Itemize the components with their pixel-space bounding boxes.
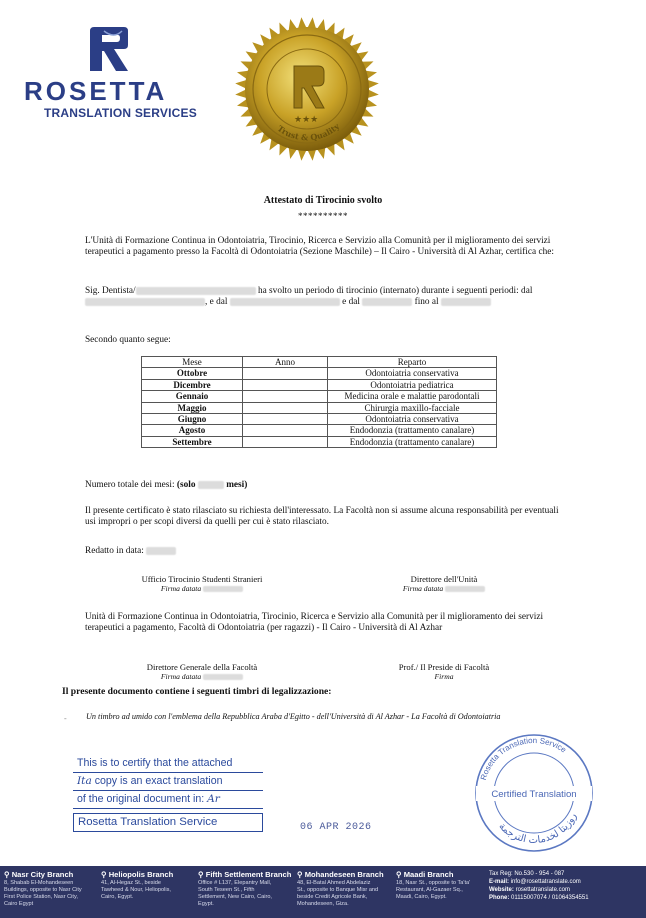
cell-month: Ottobre bbox=[142, 368, 243, 379]
table-row bbox=[142, 414, 497, 425]
branch-heliopolis bbox=[101, 870, 183, 901]
redacted-date bbox=[230, 298, 340, 306]
bullet-icon: - bbox=[64, 714, 67, 723]
redacted-date bbox=[85, 298, 205, 306]
signature-unit-director bbox=[344, 574, 544, 593]
total-months-prefix: (solo bbox=[176, 480, 196, 490]
cell-year bbox=[243, 391, 328, 402]
email-line: E-mail: info@rosettatranslate.com bbox=[489, 879, 581, 885]
branch-address: 8, Shabab El-Mohandeseen Buildings, opposite to Nasr City First Police Station, Nasr City, Cairo Egypt bbox=[4, 880, 82, 907]
document-title: Attestato di Tirocinio svolto bbox=[263, 195, 383, 206]
cell-department: Endodonzia (trattamento canalare) bbox=[328, 425, 497, 436]
signature-subtitle: Firma datata bbox=[102, 584, 302, 593]
branch-name: ⚲ Heliopolis Branch bbox=[101, 870, 174, 879]
table-row bbox=[142, 402, 497, 413]
schedule-table bbox=[141, 356, 497, 448]
drafted-label: Redatto in data: bbox=[85, 546, 144, 556]
trainee-and2: e dal bbox=[342, 297, 360, 308]
signature-title: Direttore Generale della Facoltà bbox=[146, 662, 258, 672]
redacted-date bbox=[146, 547, 176, 555]
signature-dean bbox=[344, 662, 544, 681]
trainee-prefix: Sig. Dentista/ bbox=[85, 286, 136, 296]
round-stamp-middle: Certified Translation bbox=[491, 789, 577, 800]
redacted-date bbox=[441, 298, 491, 306]
brand-name: ROSETTA bbox=[24, 76, 168, 106]
total-months bbox=[85, 480, 565, 491]
signature-title: Prof./ Il Preside di Facoltà bbox=[398, 662, 490, 672]
branch-address: 41, Al-Hegaz St., beside Tawheed & Nour, Heliopolis, Cairo, Egypt. bbox=[101, 880, 171, 900]
redacted-name bbox=[136, 287, 256, 295]
certification-stamp bbox=[73, 755, 263, 832]
location-pin-icon: ⚲ bbox=[297, 870, 303, 879]
table-row bbox=[142, 368, 497, 379]
branch-mohandeseen bbox=[297, 870, 384, 908]
phone-line: Phone: 01115007074 / 01064354551 bbox=[489, 895, 589, 901]
round-stamp-top: Rosetta Translation Service bbox=[478, 735, 568, 782]
seal-text: Trust & Quality bbox=[275, 121, 342, 143]
cell-month: Maggio bbox=[142, 402, 243, 413]
location-pin-icon: ⚲ bbox=[4, 870, 10, 879]
intro-paragraph: L'Unità di Formazione Continua in Odontoiatria, Tirocinio, Ricerca e Servizio alla Comunità per il miglioramento dei servizi terapeutici a pagamento presso la Facoltà di Odontoiatria (Sezione Maschile) – Il Cairo - Università di Al Azhar, certifica che: bbox=[85, 236, 554, 258]
cell-year bbox=[243, 436, 328, 447]
footer bbox=[0, 866, 646, 918]
cell-month: Agosto bbox=[142, 425, 243, 436]
cell-year bbox=[243, 402, 328, 413]
rosetta-logo-mark-icon bbox=[84, 25, 130, 75]
trainee-paragraph bbox=[85, 286, 565, 309]
cell-year bbox=[243, 414, 328, 425]
table-row bbox=[142, 391, 497, 402]
contact-info bbox=[489, 870, 643, 902]
cell-month: Settembre bbox=[142, 436, 243, 447]
total-months-label: Numero totale dei mesi: bbox=[85, 480, 175, 490]
tax-reg: Tax Reg: No.530 - 954 - 087 bbox=[489, 871, 565, 877]
branch-fifth-settlement bbox=[198, 870, 292, 908]
branch-address: 18, Nasr St., opposite to Ta'ta' Restaurant, Al-Gazaer Sq., Maadi, Cairo, Egypt. bbox=[396, 880, 471, 900]
cell-year bbox=[243, 379, 328, 390]
title-separator: ********** bbox=[298, 211, 348, 221]
table-header-row bbox=[142, 357, 497, 368]
branch-name: ⚲ Mohandeseen Branch bbox=[297, 870, 384, 879]
signature-foreign-office bbox=[102, 574, 302, 593]
redacted-number bbox=[198, 481, 224, 489]
website-line: Website: rosettatranslate.com bbox=[489, 887, 570, 893]
location-pin-icon: ⚲ bbox=[396, 870, 402, 879]
signature-subtitle: Firma bbox=[434, 672, 454, 681]
signature-subtitle: Firma datata bbox=[344, 584, 544, 593]
trainee-and1: , e dal bbox=[205, 297, 228, 308]
branch-name: ⚲ Fifth Settlement Branch bbox=[198, 870, 292, 879]
cell-month: Dicembre bbox=[142, 379, 243, 390]
cell-department: Odontoiatria pediatrica bbox=[328, 379, 497, 390]
branch-maadi bbox=[396, 870, 478, 901]
gold-seal-icon bbox=[232, 14, 382, 164]
signature-subtitle: Firma datata bbox=[102, 672, 302, 681]
branch-name: ⚲ Nasr City Branch bbox=[4, 870, 74, 879]
trainee-mid: ha svolto un periodo di tirocinio (internato) durante i seguenti periodi: dal bbox=[257, 286, 533, 296]
cell-department: Odontoiatria conservativa bbox=[328, 414, 497, 425]
follows-label: Secondo quanto segue: bbox=[85, 335, 171, 345]
legalization-title: Il presente documento contiene i seguenti timbri di legalizzazione: bbox=[62, 686, 332, 697]
cell-month: Giugno bbox=[142, 414, 243, 425]
header-department: Reparto bbox=[328, 357, 497, 368]
cell-department: Medicina orale e malattie parodontali bbox=[328, 391, 497, 402]
location-pin-icon: ⚲ bbox=[101, 870, 107, 879]
header-year: Anno bbox=[243, 357, 328, 368]
round-stamp-bottom: روزيتا لخدمات الترجمة bbox=[496, 811, 580, 847]
stamp-date: 06 APR 2026 bbox=[300, 822, 372, 833]
drafted-line bbox=[85, 546, 565, 557]
table-row bbox=[142, 379, 497, 390]
branch-address: 48, El-Batal Ahmed Abdelaziz St., opposite to Banque Misr and beside Credit Agricole Bank, Mohandeseen, Giza. bbox=[297, 880, 379, 907]
branch-address: Office # L137, Elepantry Mall, South Teseen St., Fifth Settlement, New Cairo, Cairo, Egypt. bbox=[198, 880, 272, 907]
branch-nasr-city bbox=[4, 870, 86, 908]
location-pin-icon: ⚲ bbox=[198, 870, 204, 879]
cell-department: Endodonzia (trattamento canalare) bbox=[328, 436, 497, 447]
cell-year bbox=[243, 425, 328, 436]
cell-department: Chirurgia maxillo-facciale bbox=[328, 402, 497, 413]
certified-translation-round-stamp-icon bbox=[472, 731, 596, 855]
cell-month: Gennaio bbox=[142, 391, 243, 402]
purpose-paragraph: Il presente certificato è stato rilasciato su richiesta dell'interessato. La Facoltà non si assume alcuna responsabilità per eventuali usi impropri o per scopi diversi da quelli per cui è stato rilasciato. bbox=[85, 506, 559, 528]
brand-subtitle: TRANSLATION SERVICES bbox=[44, 106, 197, 120]
signature-title: Ufficio Tirocinio Studenti Stranieri bbox=[141, 574, 263, 584]
stamp-box: Rosetta Translation Service bbox=[73, 813, 263, 832]
cell-department: Odontoiatria conservativa bbox=[328, 368, 497, 379]
legalization-item: Un timbro ad umido con l'emblema della Repubblica Araba d'Egitto - dell'Università di Al Azhar - La Facoltà di Odontoiatria bbox=[86, 712, 501, 721]
total-months-suffix: mesi) bbox=[226, 480, 248, 490]
signature-title: Direttore dell'Unità bbox=[410, 574, 478, 584]
svg-text:★★★: ★★★ bbox=[294, 115, 319, 125]
stamp-line-3: of the original document in: Ar bbox=[73, 791, 263, 809]
table-row bbox=[142, 425, 497, 436]
signature-general-director bbox=[102, 662, 302, 681]
redacted-date bbox=[362, 298, 412, 306]
stamp-line-2: Ita copy is an exact translation bbox=[73, 773, 263, 791]
stamp-line-1: This is to certify that the attached bbox=[73, 755, 263, 773]
branch-name: ⚲ Maadi Branch bbox=[396, 870, 454, 879]
cell-year bbox=[243, 368, 328, 379]
header-month: Mese bbox=[142, 357, 243, 368]
unit-paragraph: Unità di Formazione Continua in Odontoiatria, Tirocinio, Ricerca e Servizio alla Comunità per il miglioramento dei servizi terapeutici a pagamento, Facoltà di Odontoiatria (per ragazzi) - Il Cairo - Università di Al Azhar bbox=[85, 612, 544, 634]
table-row bbox=[142, 436, 497, 447]
trainee-until: fino al bbox=[414, 297, 439, 308]
